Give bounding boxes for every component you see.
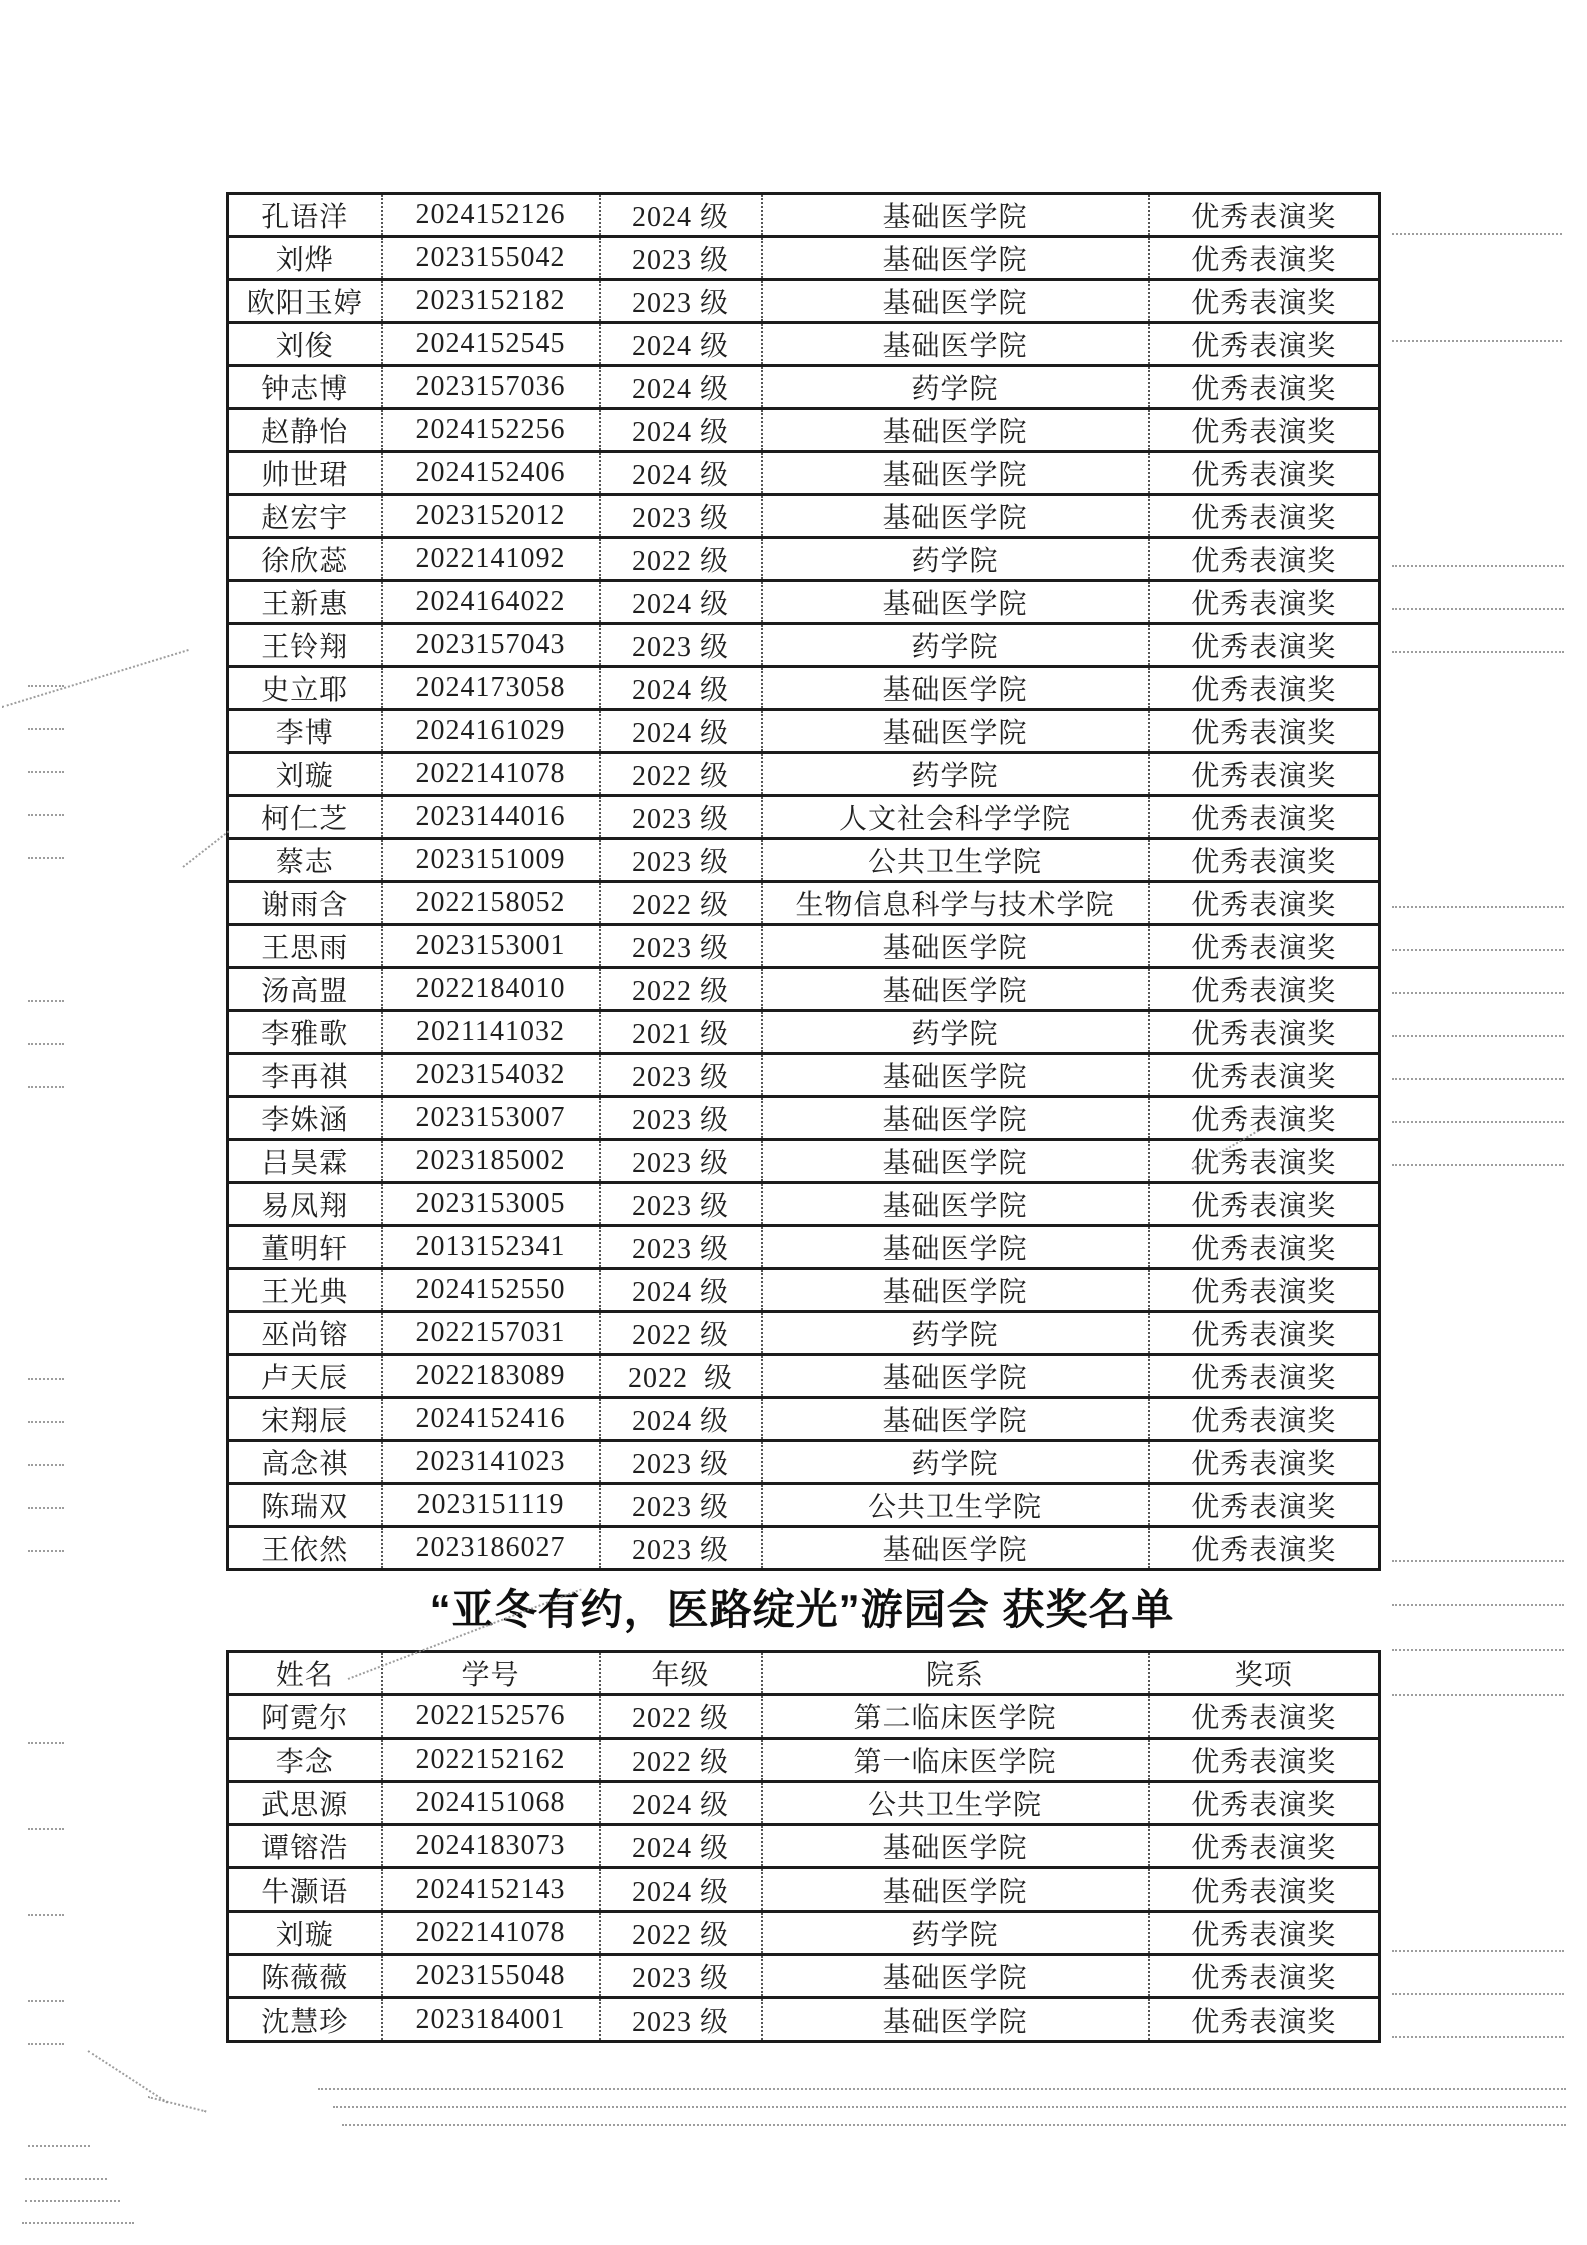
cell-name: 汤高盟 (228, 968, 382, 1011)
cell-grade: 2024 级 (600, 409, 762, 452)
cell-department: 公共卫生学院 (762, 1484, 1149, 1527)
cell-award: 优秀表演奖 (1149, 366, 1380, 409)
cell-name: 刘烨 (228, 237, 382, 280)
scan-noise-line (2, 649, 189, 708)
cell-department: 基础医学院 (762, 1054, 1149, 1097)
award-table-continued-body (228, 194, 1380, 1570)
cell-award: 优秀表演奖 (1149, 495, 1380, 538)
scan-noise-line (1392, 608, 1564, 610)
cell-name: 王依然 (228, 1527, 382, 1570)
cell-department: 基础医学院 (762, 968, 1149, 1011)
cell-award: 优秀表演奖 (1149, 1527, 1380, 1570)
scan-noise-line (28, 1550, 64, 1552)
cell-grade: 2024 级 (600, 1269, 762, 1312)
scan-noise-line (28, 857, 64, 859)
table-row (228, 1054, 1380, 1097)
cell-grade: 2024 级 (600, 1868, 762, 1911)
cell-student-id: 2024161029 (382, 710, 600, 753)
cell-name: 刘俊 (228, 323, 382, 366)
cell-department: 基础医学院 (762, 409, 1149, 452)
table-row (228, 194, 1380, 237)
scan-noise-line (148, 2096, 207, 2112)
cell-grade: 2024 级 (600, 1398, 762, 1441)
cell-award: 优秀表演奖 (1149, 1183, 1380, 1226)
table-row (228, 1183, 1380, 1226)
scan-noise-line (1392, 2036, 1564, 2038)
cell-name: 帅世珺 (228, 452, 382, 495)
scan-noise-line (28, 814, 64, 816)
cell-department: 基础医学院 (762, 1269, 1149, 1312)
table-row (228, 1355, 1380, 1398)
table-row (228, 624, 1380, 667)
table-row (228, 1269, 1380, 1312)
scan-noise-line (342, 2124, 1566, 2126)
cell-student-id: 2023157043 (382, 624, 600, 667)
table-row (228, 1226, 1380, 1269)
scan-noise-line (1392, 1950, 1564, 1952)
cell-department: 药学院 (762, 1441, 1149, 1484)
header-student-id: 学号 (382, 1652, 600, 1695)
cell-grade: 2023 级 (600, 1140, 762, 1183)
cell-name: 王新惠 (228, 581, 382, 624)
cell-award: 优秀表演奖 (1149, 1998, 1380, 2041)
cell-student-id: 2024152256 (382, 409, 600, 452)
cell-grade: 2024 级 (600, 194, 762, 237)
cell-award: 优秀表演奖 (1149, 1140, 1380, 1183)
table-row (228, 882, 1380, 925)
cell-student-id: 2024152126 (382, 194, 600, 237)
scan-noise-line (1392, 906, 1564, 908)
section-title: “亚冬有约，医路绽光”游园会 获奖名单 (429, 1586, 1175, 1633)
cell-student-id: 2023157036 (382, 366, 600, 409)
scan-noise-line (333, 2106, 1566, 2108)
table-row (228, 968, 1380, 1011)
cell-student-id: 2022152162 (382, 1738, 600, 1781)
cell-grade: 2023 级 (600, 1183, 762, 1226)
table-row (228, 839, 1380, 882)
cell-award: 优秀表演奖 (1149, 1955, 1380, 1998)
cell-name: 徐欣蕊 (228, 538, 382, 581)
cell-student-id: 2023185002 (382, 1140, 600, 1183)
scan-noise-line (28, 1000, 64, 1002)
cell-student-id: 2021141032 (382, 1011, 600, 1054)
cell-student-id: 2023153005 (382, 1183, 600, 1226)
scan-noise-line (1392, 565, 1564, 567)
cell-name: 孔语洋 (228, 194, 382, 237)
scan-noise-line (318, 2088, 1566, 2090)
cell-grade: 2023 级 (600, 1955, 762, 1998)
cell-student-id: 2022141092 (382, 538, 600, 581)
cell-student-id: 2023155042 (382, 237, 600, 280)
cell-student-id: 2023153007 (382, 1097, 600, 1140)
cell-award: 优秀表演奖 (1149, 1738, 1380, 1781)
cell-student-id: 2023152012 (382, 495, 600, 538)
cell-grade: 2023 级 (600, 839, 762, 882)
table-row (228, 1955, 1380, 1998)
cell-student-id: 2024164022 (382, 581, 600, 624)
scan-noise-line (28, 685, 64, 687)
scan-noise-line (1392, 1078, 1564, 1080)
cell-name: 牛灏语 (228, 1868, 382, 1911)
cell-name: 李姝涵 (228, 1097, 382, 1140)
cell-student-id: 2024152416 (382, 1398, 600, 1441)
cell-department: 药学院 (762, 624, 1149, 667)
cell-grade: 2024 级 (600, 581, 762, 624)
cell-name: 巫尚镕 (228, 1312, 382, 1355)
header-grade: 年级 (600, 1652, 762, 1695)
cell-grade: 2024 级 (600, 366, 762, 409)
cell-student-id: 2023144016 (382, 796, 600, 839)
cell-grade: 2023 级 (600, 624, 762, 667)
cell-department: 基础医学院 (762, 452, 1149, 495)
table-row (228, 667, 1380, 710)
cell-grade: 2021 级 (600, 1011, 762, 1054)
cell-name: 李博 (228, 710, 382, 753)
cell-student-id: 2024151068 (382, 1781, 600, 1824)
cell-award: 优秀表演奖 (1149, 1269, 1380, 1312)
cell-grade: 2023 级 (600, 237, 762, 280)
cell-award: 优秀表演奖 (1149, 409, 1380, 452)
table-row (228, 1998, 1380, 2041)
scan-noise-line (28, 2145, 90, 2147)
cell-name: 柯仁芝 (228, 796, 382, 839)
cell-grade: 2023 级 (600, 1527, 762, 1570)
cell-student-id: 2023151119 (382, 1484, 600, 1527)
cell-student-id: 2013152341 (382, 1226, 600, 1269)
table-row (228, 1868, 1380, 1911)
cell-award: 优秀表演奖 (1149, 1226, 1380, 1269)
cell-name: 易凤翔 (228, 1183, 382, 1226)
cell-department: 基础医学院 (762, 667, 1149, 710)
cell-award: 优秀表演奖 (1149, 1484, 1380, 1527)
cell-name: 王铃翔 (228, 624, 382, 667)
cell-award: 优秀表演奖 (1149, 882, 1380, 925)
scan-noise-line (1392, 340, 1562, 342)
cell-department: 药学院 (762, 1911, 1149, 1954)
cell-name: 李雅歌 (228, 1011, 382, 1054)
table-row (228, 323, 1380, 366)
scan-noise-line (28, 1086, 64, 1088)
cell-award: 优秀表演奖 (1149, 1011, 1380, 1054)
cell-grade: 2023 级 (600, 495, 762, 538)
cell-grade: 2024 级 (600, 452, 762, 495)
cell-grade: 2022 级 (600, 1738, 762, 1781)
cell-grade: 2023 级 (600, 280, 762, 323)
scan-noise-line (1392, 1164, 1564, 1166)
cell-name: 武思源 (228, 1781, 382, 1824)
cell-award: 优秀表演奖 (1149, 323, 1380, 366)
cell-name: 赵静怡 (228, 409, 382, 452)
cell-name: 刘璇 (228, 753, 382, 796)
scan-noise-line (1392, 1694, 1564, 1696)
cell-award: 优秀表演奖 (1149, 1097, 1380, 1140)
cell-student-id: 2024152143 (382, 1868, 600, 1911)
cell-award: 优秀表演奖 (1149, 925, 1380, 968)
cell-department: 基础医学院 (762, 237, 1149, 280)
cell-department: 药学院 (762, 366, 1149, 409)
cell-department: 基础医学院 (762, 1097, 1149, 1140)
cell-department: 基础医学院 (762, 1868, 1149, 1911)
cell-grade: 2023 级 (600, 796, 762, 839)
cell-award: 优秀表演奖 (1149, 1355, 1380, 1398)
scan-noise-line (28, 1464, 64, 1466)
cell-name: 董明轩 (228, 1226, 382, 1269)
cell-award: 优秀表演奖 (1149, 194, 1380, 237)
cell-grade: 2022 级 (600, 882, 762, 925)
table-row (228, 409, 1380, 452)
scan-noise-line (28, 728, 64, 730)
cell-award: 优秀表演奖 (1149, 624, 1380, 667)
cell-department: 基础医学院 (762, 1398, 1149, 1441)
cell-department: 基础医学院 (762, 1955, 1149, 1998)
cell-grade: 2022 级 (600, 1911, 762, 1954)
cell-grade: 2024 级 (600, 667, 762, 710)
cell-grade: 2024 级 (600, 323, 762, 366)
table-row (228, 237, 1380, 280)
table-row (228, 1441, 1380, 1484)
scan-noise-line (182, 831, 229, 868)
cell-name: 谢雨含 (228, 882, 382, 925)
cell-student-id: 2023184001 (382, 1998, 600, 2041)
scan-noise-line (87, 2050, 168, 2103)
scan-noise-line (1392, 651, 1564, 653)
table-row (228, 1911, 1380, 1954)
cell-student-id: 2023153001 (382, 925, 600, 968)
scan-noise-line (1392, 992, 1564, 994)
cell-award: 优秀表演奖 (1149, 538, 1380, 581)
cell-grade: 2022 级 (600, 753, 762, 796)
cell-grade: 2023 级 (600, 1097, 762, 1140)
cell-grade: 2022 级 (600, 1355, 762, 1398)
cell-department: 基础医学院 (762, 710, 1149, 753)
table-row (228, 1781, 1380, 1824)
cell-student-id: 2023154032 (382, 1054, 600, 1097)
table-row (228, 1527, 1380, 1570)
cell-department: 基础医学院 (762, 1527, 1149, 1570)
award-list-table-continued (226, 192, 1381, 1571)
table-row (228, 925, 1380, 968)
scan-noise-line (22, 2222, 134, 2224)
cell-department: 第一临床医学院 (762, 1738, 1149, 1781)
scan-noise-line (28, 771, 64, 773)
header-name: 姓名 (228, 1652, 382, 1695)
cell-name: 刘璇 (228, 1911, 382, 1954)
table-row (228, 1312, 1380, 1355)
scan-noise-line (1392, 1035, 1564, 1037)
table-row (228, 538, 1380, 581)
cell-award: 优秀表演奖 (1149, 968, 1380, 1011)
cell-award: 优秀表演奖 (1149, 1054, 1380, 1097)
table-row (228, 495, 1380, 538)
table-row (228, 1097, 1380, 1140)
cell-department: 基础医学院 (762, 280, 1149, 323)
garden-party-award-table-body (228, 1695, 1380, 2041)
cell-award: 优秀表演奖 (1149, 280, 1380, 323)
scan-noise-line (25, 2200, 120, 2202)
table-row (228, 280, 1380, 323)
cell-grade: 2022 级 (600, 538, 762, 581)
cell-name: 沈慧珍 (228, 1998, 382, 2041)
cell-name: 陈薇薇 (228, 1955, 382, 1998)
cell-award: 优秀表演奖 (1149, 1868, 1380, 1911)
cell-name: 宋翔辰 (228, 1398, 382, 1441)
cell-award: 优秀表演奖 (1149, 1441, 1380, 1484)
cell-grade: 2024 级 (600, 1825, 762, 1868)
cell-name: 高念祺 (228, 1441, 382, 1484)
cell-name: 史立耶 (228, 667, 382, 710)
cell-department: 基础医学院 (762, 1998, 1149, 2041)
cell-student-id: 2024173058 (382, 667, 600, 710)
cell-student-id: 2022157031 (382, 1312, 600, 1355)
cell-name: 钟志博 (228, 366, 382, 409)
scan-noise-line (28, 1507, 64, 1509)
cell-name: 欧阳玉婷 (228, 280, 382, 323)
cell-grade: 2022 级 (600, 968, 762, 1011)
table-row (228, 581, 1380, 624)
cell-award: 优秀表演奖 (1149, 452, 1380, 495)
table-row (228, 753, 1380, 796)
cell-award: 优秀表演奖 (1149, 1312, 1380, 1355)
scan-noise-line (28, 1828, 64, 1830)
scan-noise-line (28, 2000, 64, 2002)
cell-grade: 2023 级 (600, 1226, 762, 1269)
cell-name: 吕昊霖 (228, 1140, 382, 1183)
cell-student-id: 2022141078 (382, 1911, 600, 1954)
cell-award: 优秀表演奖 (1149, 667, 1380, 710)
cell-award: 优秀表演奖 (1149, 1398, 1380, 1441)
cell-award: 优秀表演奖 (1149, 1781, 1380, 1824)
scan-noise-line (28, 1742, 64, 1744)
cell-student-id: 2024152406 (382, 452, 600, 495)
cell-name: 陈瑞双 (228, 1484, 382, 1527)
cell-student-id: 2024152545 (382, 323, 600, 366)
cell-student-id: 2022141078 (382, 753, 600, 796)
cell-department: 基础医学院 (762, 1355, 1149, 1398)
cell-award: 优秀表演奖 (1149, 1825, 1380, 1868)
cell-department: 药学院 (762, 538, 1149, 581)
scan-noise-line (1392, 233, 1562, 235)
cell-department: 公共卫生学院 (762, 839, 1149, 882)
cell-award: 优秀表演奖 (1149, 581, 1380, 624)
table-row (228, 1484, 1380, 1527)
cell-department: 基础医学院 (762, 581, 1149, 624)
cell-student-id: 2024183073 (382, 1825, 600, 1868)
cell-department: 人文社会科学学院 (762, 796, 1149, 839)
table-row (228, 366, 1380, 409)
cell-student-id: 2022184010 (382, 968, 600, 1011)
cell-name: 卢天辰 (228, 1355, 382, 1398)
table-row (228, 452, 1380, 495)
cell-student-id: 2022152576 (382, 1695, 600, 1738)
scan-noise-line (28, 1914, 64, 1916)
cell-department: 基础医学院 (762, 323, 1149, 366)
cell-department: 基础医学院 (762, 925, 1149, 968)
cell-department: 药学院 (762, 1312, 1149, 1355)
scan-noise-line (28, 2043, 64, 2045)
cell-award: 优秀表演奖 (1149, 1695, 1380, 1738)
scan-noise-line (1392, 1993, 1564, 1995)
cell-department: 药学院 (762, 753, 1149, 796)
scan-noise-line (1392, 949, 1564, 951)
cell-grade: 2022 级 (600, 1695, 762, 1738)
cell-name: 阿霓尔 (228, 1695, 382, 1738)
cell-grade: 2023 级 (600, 1484, 762, 1527)
cell-name: 李再祺 (228, 1054, 382, 1097)
cell-name: 王光典 (228, 1269, 382, 1312)
cell-student-id: 2022183089 (382, 1355, 600, 1398)
cell-department: 基础医学院 (762, 1226, 1149, 1269)
header-award: 奖项 (1149, 1652, 1380, 1695)
cell-grade: 2023 级 (600, 1054, 762, 1097)
cell-grade: 2024 级 (600, 710, 762, 753)
cell-grade: 2023 级 (600, 1998, 762, 2041)
cell-department: 生物信息科学与技术学院 (762, 882, 1149, 925)
cell-award: 优秀表演奖 (1149, 753, 1380, 796)
cell-award: 优秀表演奖 (1149, 839, 1380, 882)
cell-department: 第二临床医学院 (762, 1695, 1149, 1738)
table-row (228, 796, 1380, 839)
table-row (228, 1011, 1380, 1054)
cell-department: 药学院 (762, 1011, 1149, 1054)
header-department: 院系 (762, 1652, 1149, 1695)
scan-noise-line (28, 1421, 64, 1423)
scan-noise-line (1392, 1121, 1564, 1123)
cell-award: 优秀表演奖 (1149, 1911, 1380, 1954)
cell-department: 公共卫生学院 (762, 1781, 1149, 1824)
table-row (228, 710, 1380, 753)
cell-name: 谭镕浩 (228, 1825, 382, 1868)
cell-department: 基础医学院 (762, 1140, 1149, 1183)
cell-student-id: 2023155048 (382, 1955, 600, 1998)
cell-department: 基础医学院 (762, 1825, 1149, 1868)
cell-name: 王思雨 (228, 925, 382, 968)
table-row (228, 1695, 1380, 1738)
cell-department: 基础医学院 (762, 1183, 1149, 1226)
cell-department: 基础医学院 (762, 495, 1149, 538)
table-row (228, 1825, 1380, 1868)
cell-name: 李念 (228, 1738, 382, 1781)
cell-grade: 2023 级 (600, 1441, 762, 1484)
cell-student-id: 2023186027 (382, 1527, 600, 1570)
cell-grade: 2022 级 (600, 1312, 762, 1355)
cell-grade: 2024 级 (600, 1781, 762, 1824)
scan-noise-line (1392, 1649, 1564, 1651)
cell-student-id: 2024152550 (382, 1269, 600, 1312)
cell-name: 蔡志 (228, 839, 382, 882)
table-row (228, 1398, 1380, 1441)
cell-name: 赵宏宇 (228, 495, 382, 538)
cell-award: 优秀表演奖 (1149, 710, 1380, 753)
table-row (228, 1738, 1380, 1781)
cell-student-id: 2022158052 (382, 882, 600, 925)
scan-noise-line (28, 1043, 64, 1045)
cell-grade: 2023 级 (600, 925, 762, 968)
garden-party-award-table (226, 1650, 1381, 2043)
scan-noise-line (25, 2178, 107, 2180)
scan-noise-line (1392, 1604, 1564, 1606)
cell-student-id: 2023141023 (382, 1441, 600, 1484)
cell-student-id: 2023152182 (382, 280, 600, 323)
scan-noise-line (1392, 1560, 1564, 1562)
cell-award: 优秀表演奖 (1149, 796, 1380, 839)
cell-student-id: 2023151009 (382, 839, 600, 882)
cell-department: 基础医学院 (762, 194, 1149, 237)
scan-noise-line (28, 1378, 64, 1380)
cell-award: 优秀表演奖 (1149, 237, 1380, 280)
